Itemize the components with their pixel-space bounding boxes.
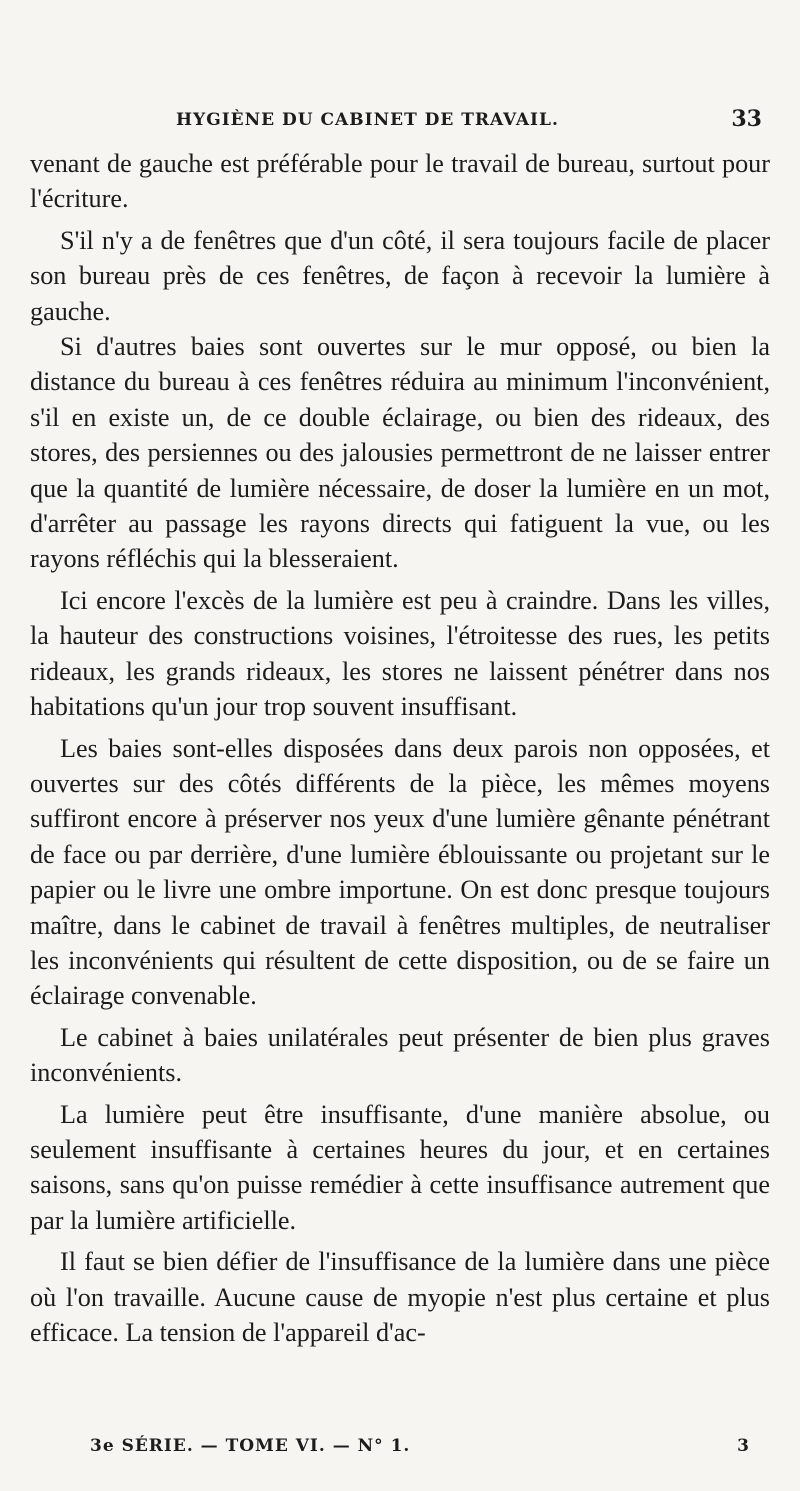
paragraph: Si d'autres baies sont ouvertes sur le mur opposé, ou bien la distance du bureau à ces fenêtres réduira au minimum l'inconvénient, s'il en existe un, de ce double éclairage, ou bien des rideaux, des stores, des persiennes ou des jalousies permettront de ne laisser entrer que la quantité de lumière nécessaire, de doser la lumière en un mot, d'arrêter au passage les rayons directs qui fatiguent la vue, ou les rayons réfléchis qui la blesseraient. bbox=[30, 332, 770, 574]
signature-line: 3e SÉRIE. — TOME VI. — N° 1. bbox=[90, 1436, 411, 1456]
page-header bbox=[30, 106, 762, 140]
paragraph: Les baies sont-elles disposées dans deux parois non opposées, et ouvertes sur des côtés différents de la pièce, les mêmes moyens suffiront encore à préserver nos yeux d'une lumière gênante pénétrant de face ou par derrière, d'une lumière éblouissante ou projetant sur le papier ou le livre une ombre importune. On est donc presque toujours maître, dans le cabinet de travail à fenêtres multiples, de neutraliser les inconvénients qui résultent de cette disposition, ou de se faire un éclairage convenable. bbox=[30, 733, 770, 1011]
page-number: 33 bbox=[731, 106, 762, 132]
page-footer bbox=[90, 1436, 750, 1466]
paragraph: Le cabinet à baies unilatérales peut présenter de bien plus graves inconvénients. bbox=[30, 1022, 770, 1088]
body-text bbox=[30, 146, 770, 1350]
sheet-number: 3 bbox=[737, 1436, 750, 1456]
paragraph: S'il n'y a de fenêtres que d'un côté, il sera toujours facile de placer son bureau près de ces fenêtres, de façon à recevoir la lumière à gauche. bbox=[30, 225, 770, 326]
paragraph: Ici encore l'excès de la lumière est peu à craindre. Dans les villes, la hauteur des constructions voisines, l'étroitesse des rues, les petits rideaux, les grands rideaux, les stores ne laissent pénétrer dans nos habitations qu'un jour trop souvent insuffisant. bbox=[30, 585, 770, 722]
running-title: HYGIÈNE DU CABINET DE TRAVAIL. bbox=[176, 110, 559, 130]
paragraph: venant de gauche est préférable pour le travail de bureau, surtout pour l'écriture. bbox=[30, 149, 770, 214]
paragraph: Il faut se bien défier de l'insuffisance de la lumière dans une pièce où l'on travaille. Aucune cause de myopie n'est plus certaine et plus efficace. La tension de l'appareil d'ac- bbox=[30, 1247, 770, 1347]
paragraph: La lumière peut être insuffisante, d'une manière absolue, ou seulement insuffisante à certaines heures du jour, et en certaines saisons, sans qu'on puisse remédier à cette insuffisance autrement que par la lumière artificielle. bbox=[30, 1099, 770, 1235]
